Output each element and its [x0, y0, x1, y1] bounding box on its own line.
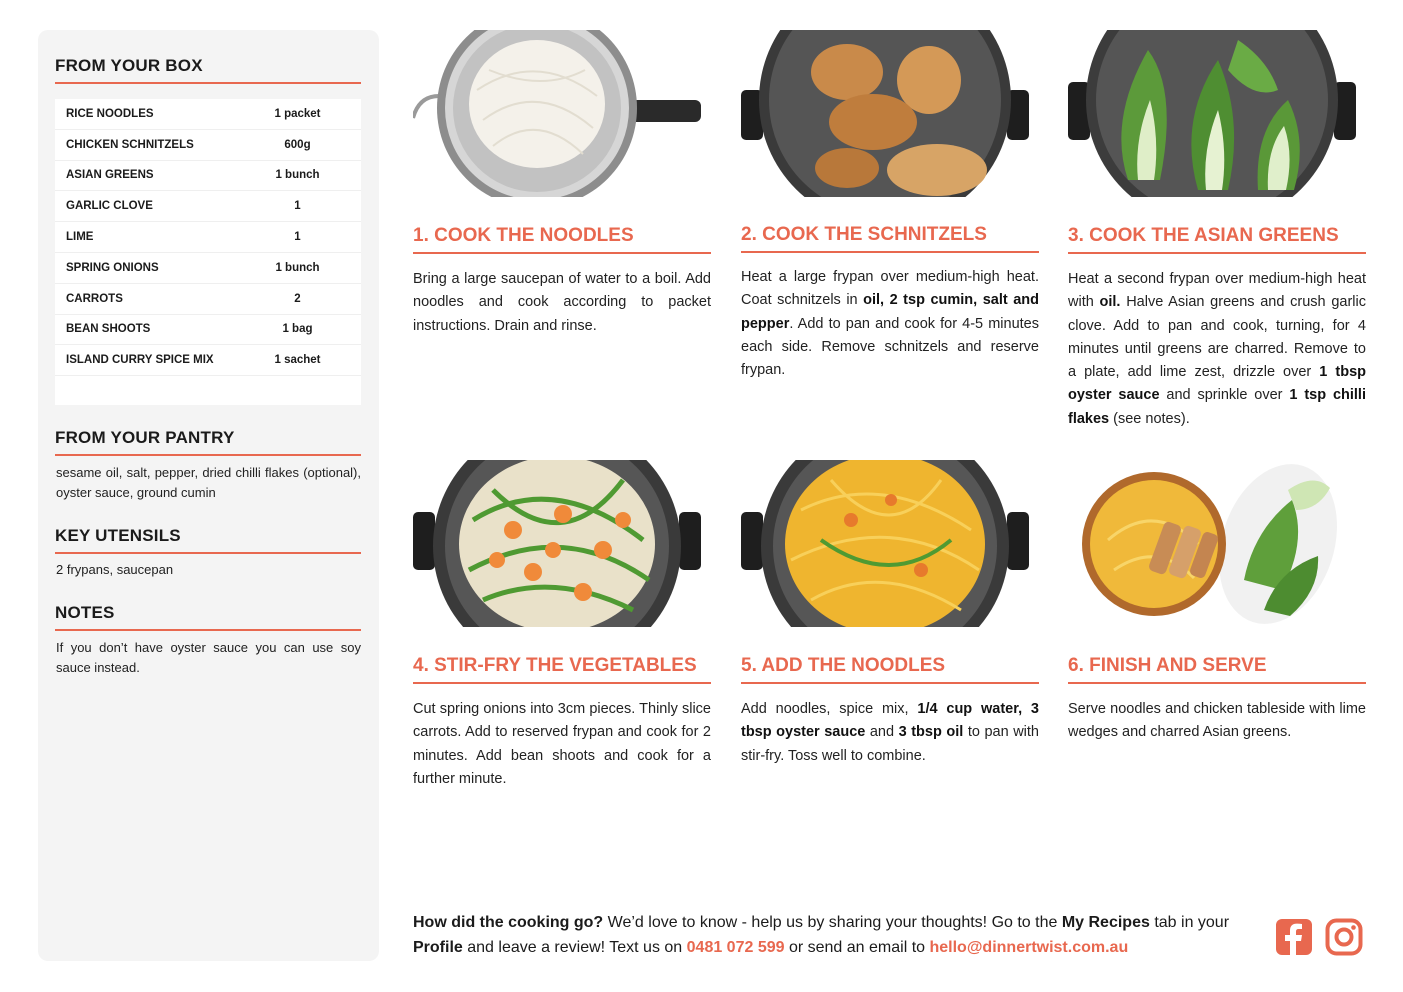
step-5-text: [741, 698, 1039, 768]
ingredient-name: CARROTS: [66, 292, 123, 305]
ingredient-row: [55, 191, 361, 222]
step-4-title: 4. STIR-FRY THE VEGETABLES: [413, 655, 711, 684]
step-text-segment: Heat a second frypan over medium-high heat with: [1068, 271, 1366, 311]
feedback-question: How did the cooking go?: [413, 914, 604, 931]
ingredient-qty: 2: [294, 292, 301, 305]
step-text-segment: Bring a large saucepan of water to a boil. Add noodles and cook according to packet instructions. Drain and rinse.: [413, 271, 711, 334]
ingredients-table: [55, 99, 361, 405]
rice-noodles-photo: [413, 30, 701, 197]
footer-text-3: and leave a review! Text us on: [462, 939, 687, 956]
chicken-schnitzels-photo: [741, 30, 1029, 197]
facebook-icon[interactable]: [1275, 918, 1313, 956]
ingredient-qty: 1 sachet: [274, 354, 321, 367]
ingredient-qty: 1 bunch: [275, 169, 320, 182]
bold-ingredient-text: 1 tbsp oyster sauce: [1068, 364, 1367, 404]
step-2-title: 2. COOK THE SCHNITZELS: [741, 224, 1039, 253]
step-6-title: 6. FINISH AND SERVE: [1068, 655, 1366, 684]
step-4-text: [413, 698, 711, 791]
phone-number-link[interactable]: 0481 072 599: [686, 939, 785, 956]
curry-noodles-photo: [741, 460, 1029, 627]
ingredient-qty: 1: [294, 231, 301, 244]
ingredient-name: LIME: [66, 231, 94, 244]
ingredient-name: ISLAND CURRY SPICE MIX: [66, 354, 214, 367]
ingredient-row: [55, 253, 361, 284]
ingredient-row: [55, 284, 361, 315]
ingredient-name: CHICKEN SCHNITZELS: [66, 138, 194, 151]
finished-dish-photo: [1068, 460, 1356, 627]
ingredient-name: SPRING ONIONS: [66, 261, 159, 274]
footer-text-2: tab in your: [1149, 914, 1230, 931]
ingredient-row: [55, 130, 361, 161]
ingredient-name: RICE NOODLES: [66, 107, 154, 120]
step-1-title: 1. COOK THE NOODLES: [413, 225, 711, 254]
instagram-icon[interactable]: [1325, 918, 1363, 956]
step-3-text: [1068, 268, 1366, 431]
step-text-segment: and: [865, 724, 899, 741]
ingredient-qty: 1: [294, 200, 301, 213]
step-text-segment: . Add to pan and cook for 4-5 minutes each side. Remove schnitzels and reserve frypan.: [741, 315, 1039, 379]
ingredient-qty: 600g: [284, 138, 311, 151]
bold-ingredient-text: oil, 2 tsp cumin, salt and pepper: [741, 292, 1039, 332]
bold-ingredient-text: oil.: [1099, 294, 1121, 311]
step-5-title: 5. ADD THE NOODLES: [741, 655, 1039, 684]
ingredient-name: BEAN SHOOTS: [66, 323, 151, 336]
key-utensils-heading: KEY UTENSILS: [55, 526, 361, 554]
feedback-footer: [413, 910, 1263, 960]
bold-ingredient-text: 1 tsp chilli flakes: [1068, 387, 1366, 427]
from-your-pantry-heading: FROM YOUR PANTRY: [55, 428, 361, 456]
step-text-segment: Heat a large frypan over medium-high heat. Coat schnitzels in: [741, 269, 1039, 309]
ingredient-qty: 1 bunch: [275, 261, 320, 274]
ingredient-name: ASIAN GREENS: [66, 169, 154, 182]
notes-text: If you don’t have oyster sauce you can use soy sauce instead.: [56, 640, 361, 675]
ingredient-row: [55, 345, 361, 376]
ingredient-qty: 1 bag: [282, 323, 313, 336]
ingredient-row: [55, 99, 361, 130]
step-3-title: 3. COOK THE ASIAN GREENS: [1068, 225, 1366, 254]
step-1-text: [413, 268, 711, 338]
ingredient-row: [55, 315, 361, 346]
bold-ingredient-text: 3 tbsp oil: [898, 724, 964, 741]
notes-heading: NOTES: [55, 603, 361, 631]
ingredient-row: [55, 222, 361, 253]
pantry-text: sesame oil, salt, pepper, dried chilli flakes (optional), oyster sauce, ground cumin: [56, 465, 361, 500]
email-link[interactable]: hello@dinnertwist.com.au: [929, 939, 1129, 956]
step-2-text: [741, 266, 1039, 382]
step-6-text: [1068, 698, 1366, 745]
ingredients-sidebar: [38, 30, 379, 961]
step-text-segment: to pan with stir-fry. Toss well to combine.: [741, 724, 1039, 764]
footer-text-1: We’d love to know - help us by sharing your thoughts! Go to the: [603, 914, 1062, 931]
my-recipes-link[interactable]: My Recipes: [1061, 914, 1150, 931]
ingredient-qty: 1 packet: [274, 107, 321, 120]
step-text-segment: Cut spring onions into 3cm pieces. Thinly slice carrots. Add to reserved frypan and cook for 2 minutes. Add bean shoots and cook for a further minute.: [413, 701, 711, 787]
ingredient-name: GARLIC CLOVE: [66, 200, 153, 213]
ingredient-row: [55, 161, 361, 192]
step-text-segment: (see notes).: [1109, 410, 1190, 427]
step-text-segment: Serve noodles and chicken tableside with lime wedges and charred Asian greens.: [1068, 701, 1366, 741]
asian-greens-photo: [1068, 30, 1356, 197]
profile-link[interactable]: Profile: [413, 939, 463, 956]
from-your-box-heading: FROM YOUR BOX: [55, 56, 361, 84]
step-text-segment: Halve Asian greens and crush garlic clove. Add to pan and cook, turning, for 4 minutes until greens are charred. Remove to a plate, add lime zest, drizzle over: [1068, 294, 1366, 381]
stir-fry-vegetables-photo: [413, 460, 701, 627]
step-text-segment: and sprinkle over: [1159, 387, 1290, 404]
bold-ingredient-text: 1/4 cup water, 3 tbsp oyster sauce: [741, 701, 1039, 741]
step-text-segment: Add noodles, spice mix,: [741, 701, 918, 717]
utensils-text: 2 frypans, saucepan: [56, 562, 174, 577]
footer-text-4: or send an email to: [784, 939, 930, 956]
